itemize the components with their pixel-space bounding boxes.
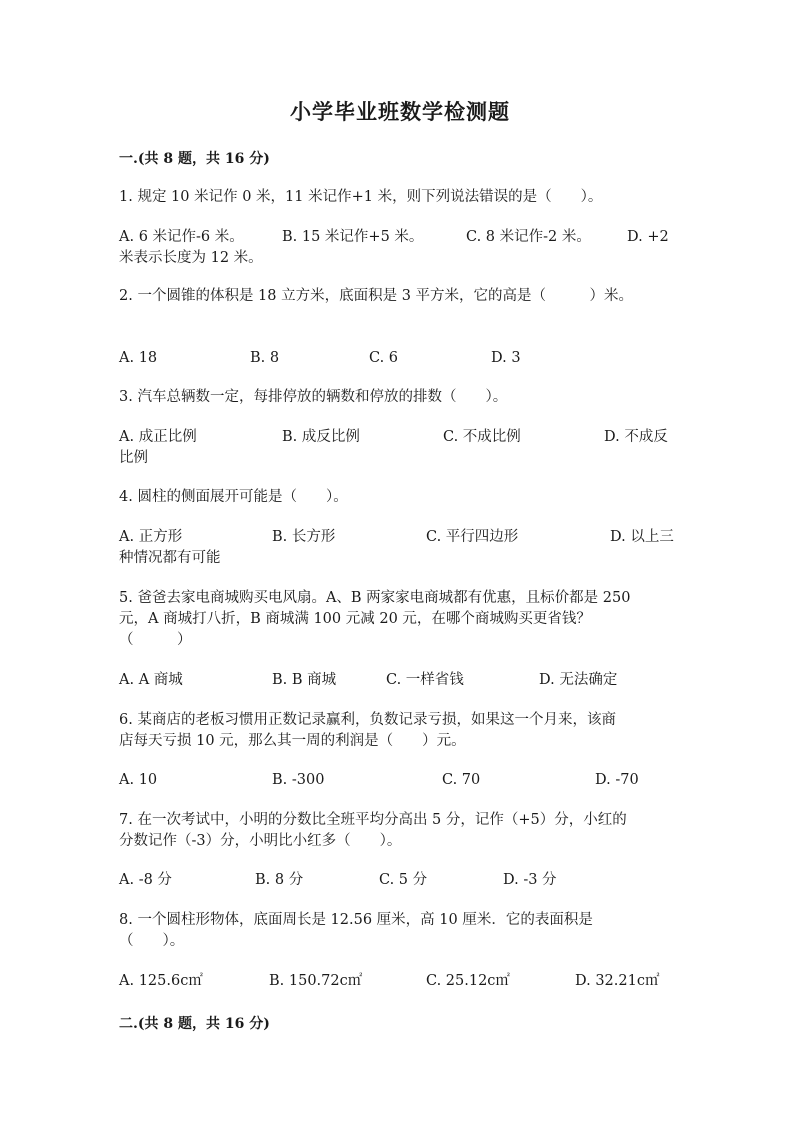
option-a: A. 成正比例 [119,429,197,445]
question-5-options [119,670,684,691]
option-d: D. -70 [595,772,639,788]
option-a: A. 18 [119,350,158,366]
option-c: C. 5 分 [379,872,428,888]
stem-line: （ ）。 [119,933,185,949]
option-d-continued: 种情况都有可能 [119,550,221,566]
stem-line: 分数记作（-3）分，小明比小红多（ ）。 [119,833,402,849]
question-6-options [119,770,684,791]
section-heading-2: 二.(共 8 题，共 16 分) [119,1016,270,1032]
stem-line: 5. 爸爸去家电商城购买电风扇。A、B 两家家电商城都有优惠，且标价都是 250 [119,590,631,606]
option-b: B. B 商城 [272,672,337,688]
option-b: B. 150.72c㎡ [269,973,363,989]
option-d: D. -3 分 [503,872,557,888]
question-8-options [119,971,684,992]
stem-line: 元，A 商城打八折，B 商城满 100 元减 20 元，在哪个商城购买更省钱？ [119,611,591,627]
option-a: A. 10 [119,772,158,788]
option-b: B. 15 米记作+5 米。 [282,229,424,245]
option-a: A. A 商城 [119,672,183,688]
option-d: D. 3 [491,350,521,366]
question-1-stem: 1. 规定 10 米记作 0 米，11 米记作+1 米，则下列说法错误的是（ ）。 [119,189,603,205]
question-2-options [119,348,684,369]
stem-line: 7. 在一次考试中，小明的分数比全班平均分高出 5 分，记作（+5）分，小红的 [119,812,627,828]
question-1-options [119,227,684,269]
stem-line: （ ） [119,632,192,648]
option-b: B. 8 [250,350,280,366]
option-c: C. 平行四边形 [426,529,519,545]
option-d: D. 无法确定 [539,672,618,688]
question-4-stem: 4. 圆柱的侧面展开可能是（ ）。 [119,489,348,505]
question-3-options [119,427,684,469]
option-a: A. -8 分 [119,872,172,888]
option-c: C. 6 [369,350,399,366]
option-b: B. 长方形 [272,529,336,545]
option-d: D. 以上三 [610,529,674,545]
option-c: C. 70 [442,772,481,788]
option-c: C. 25.12c㎡ [426,973,510,989]
question-6-stem [119,710,684,752]
question-4-options [119,527,684,569]
stem-line: 6. 某商店的老板习惯用正数记录赢利，负数记录亏损，如果这一个月来，该商 [119,712,616,728]
option-b: B. -300 [272,772,325,788]
question-7-stem [119,810,684,852]
option-d-continued: 米表示长度为 12 米。 [119,250,263,266]
option-d: D. 不成反 [604,429,668,445]
option-d: D. +2 [627,229,669,245]
option-a: A. 125.6c㎡ [119,973,203,989]
section-heading-1: 一.(共 8 题，共 16 分) [119,151,270,167]
question-2-stem: 2. 一个圆锥的体积是 18 立方米，底面积是 3 平方米，它的高是（ ）米。 [119,288,634,304]
option-c: C. 一样省钱 [386,672,464,688]
option-d: D. 32.21c㎡ [575,973,660,989]
question-5-stem [119,588,684,651]
question-8-stem [119,910,684,952]
option-a: A. 6 米记作-6 米。 [119,229,244,245]
page-title: 小学毕业班数学检测题 [290,99,510,124]
option-d-continued: 比例 [119,450,148,466]
option-b: B. 8 分 [255,872,304,888]
option-c: C. 不成比例 [443,429,521,445]
option-a: A. 正方形 [119,529,183,545]
option-c: C. 8 米记作-2 米。 [466,229,591,245]
stem-line: 店每天亏损 10 元，那么其一周的利润是（ ）元。 [119,733,466,749]
option-b: B. 成反比例 [282,429,360,445]
question-7-options [119,870,684,891]
stem-line: 8. 一个圆柱形物体，底面周长是 12.56 厘米，高 10 厘米．它的表面积是 [119,912,593,928]
question-3-stem: 3. 汽车总辆数一定，每排停放的辆数和停放的排数（ ）。 [119,389,508,405]
